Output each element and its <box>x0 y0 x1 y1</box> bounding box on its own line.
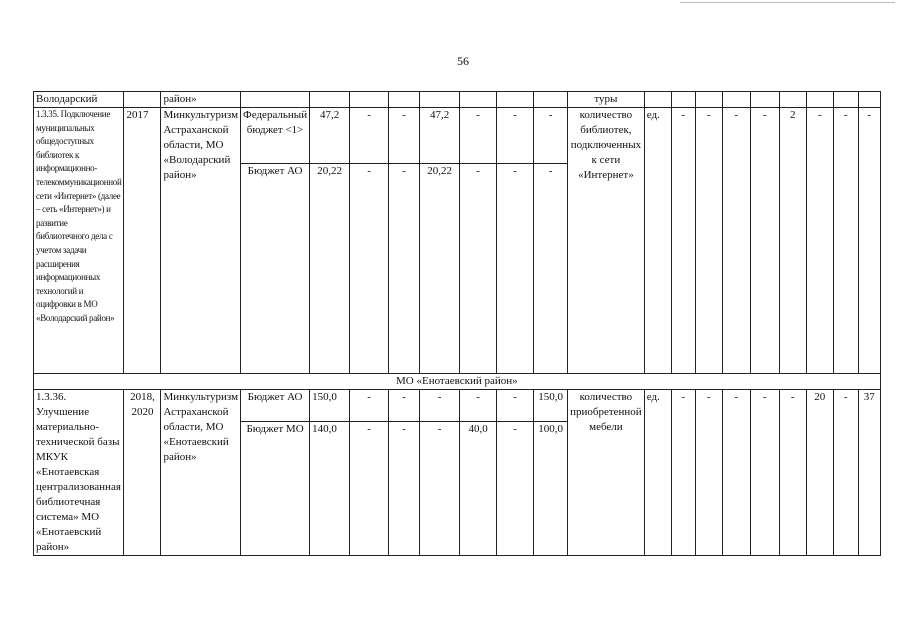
measure-year-1335: 2017 <box>124 108 161 374</box>
unit-1336: ед. <box>644 390 671 556</box>
measure-name-1335: 1.3.35. Подключение муниципальных общедоступных библиотек к информационно-телекоммуникационной сети «Интернет» (далее – сеть «Интернет») и развитие библиотечного дела с учетом задачи расширения информационных технологий и оцифровки в МО «Володарский район» <box>34 108 124 374</box>
indicator-continuation: туры <box>568 92 645 108</box>
page-number: 56 <box>457 54 469 68</box>
organizer-continuation: район» <box>161 92 241 108</box>
program-measures-table <box>33 91 881 556</box>
indicator-name-1335: количество библиотек, подключенных к сети «Интернет» <box>568 108 645 374</box>
table-row <box>34 92 881 108</box>
funding-total: 140,0 <box>310 421 350 555</box>
funding-source: Федеральный бюджет <1> <box>241 108 310 164</box>
funding-source: Бюджет АО <box>241 164 310 374</box>
district-label: Володарский <box>34 92 124 108</box>
page-top-edge-line <box>680 2 895 3</box>
indicator-value-2020: 37 <box>858 390 880 556</box>
table-row <box>34 374 881 390</box>
funding-2020: 150,0 <box>534 390 568 422</box>
funding-2017: 20,22 <box>420 164 460 374</box>
funding-total: 47,2 <box>310 108 350 164</box>
table-row: 1.3.35. Подключение муниципальных общедоступных библиотек к информационно-телекоммуникационной сети «Интернет» (далее – сеть «Интернет») и развитие библиотечного дела с учетом задачи расширения информационных технологий и оцифровки в МО «Володарский район» 2017 Минкультуризм Астраханской области, МО «Володарский район» Федеральный бюджет <1> 47,2 - - 47,2 - - - количество библиотек, подключенных к сети «Интернет» ед. - - - - 2 - - - <box>34 108 881 164</box>
funding-source: Бюджет МО <box>241 421 310 555</box>
funding-total: 20,22 <box>310 164 350 374</box>
funding-2017: 47,2 <box>420 108 460 164</box>
indicator-name-1336: количество приобретенной мебели <box>568 390 645 556</box>
funding-2020: 100,0 <box>534 421 568 555</box>
indicator-value-2018: 20 <box>806 390 833 556</box>
unit-1335: ед. <box>644 108 671 374</box>
table-row: Бюджет АО 20,22 - - 20,22 - - - <box>34 164 881 374</box>
measure-organizer-1336: Минкультуризм Астраханской области, МО «Енотаевский район» <box>161 390 241 556</box>
funding-total: 150,0 <box>310 390 350 422</box>
funding-2018: 40,0 <box>460 421 497 555</box>
table-row: 1.3.36. Улучшение материально-технической базы МКУК «Енотаевская централизованная библиотечная система» МО «Енотаевский район» 2018, 2020 Минкультуризм Астраханской области, МО «Енотаевский район» Бюджет АО 150,0 - - - - - 150,0 количество приобретенной мебели ед. - - - - - 20 - 37 <box>34 390 881 422</box>
indicator-value-1335: 2 <box>779 108 806 374</box>
measure-name-1336: 1.3.36. Улучшение материально-технической базы МКУК «Енотаевская централизованная библиотечная система» МО «Енотаевский район» <box>34 390 124 556</box>
section-title: МО «Енотаевский район» <box>34 374 881 390</box>
measure-year-1336: 2018, 2020 <box>124 390 161 556</box>
funding-source: Бюджет АО <box>241 390 310 422</box>
measure-organizer-1335: Минкультуризм Астраханской области, МО «Володарский район» <box>161 108 241 374</box>
table-row: Бюджет МО 140,0 - - - 40,0 - 100,0 <box>34 421 881 555</box>
